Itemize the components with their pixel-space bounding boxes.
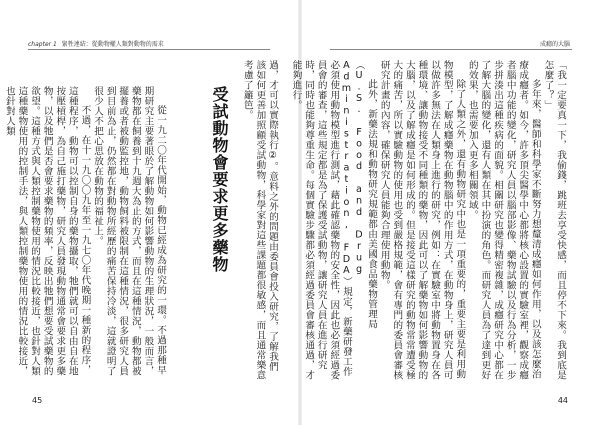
chapter-label: chapter 1: [28, 41, 57, 48]
continuation-paragraph: 過，才可以實際執行②。意料之外的問題由委員會投入研究，了解我們該如何更善加照顧受試動物，科學家對這些課題都很敏感，而且通常樂意考慮了籬笆。: [241, 60, 278, 380]
right-paragraph-4: 此外，新藥法規和動物研究規範都由美國食品藥物管理局（U.S. Food and Drug Administration, FDA）規定，新藥研發工作必須使用動物模型進行測試，藉此確認藥物的安全性，因此也必須經過委員會的審查，這些規定都是為了保護受試動物，讓研究人員在進行研究時，同時也能夠尊重生命。每個實驗步驟都必須經過委員會審核通過，才能夠進行。: [290, 60, 378, 380]
left-body-text: [3, 86, 166, 380]
left-paragraph-2: 不過，在十一九〇〇九年至一九七〇年代晚期一種新的程序，這種程序，動物可以控制自身的藥物攝取，牠們就可以自由自在地按壓槓桿，為自己施打藥物，研究人員發現動物通常會要求更多藥物，以及牠們是否會要求藥物的頻率，反映出牠們想要受試藥物的欲望。這種方式與人類控制藥物使用的情況比較接近，也針對人類這種藥物使用的控制手法，與人類控制藥物使用的情況比較接近，也針對人類: [3, 86, 91, 376]
right-paragraph-2: 多年來，醫師和科學家不斷努力想釐清成癮如何作用，以及該怎麼治療成癮者。如今，許多頂尖醫學中心都將核心設置的實驗室裡，觀察成癮者腦中功能的變化，研究人員以腦部影像、藥物試驗以及行為分析，一步步拼湊出這種疾病的面貌。相關研究也變得精密複雜，成癮研究中心都在了解大腦的變化，還有人類在其中扮演的角色。而研究人員為了達到更好的效果，也需要加入更多相關領域。: [466, 60, 541, 380]
left-continuation-text: [241, 60, 278, 380]
section-heading: 受試動物會要求更多藥物: [210, 86, 229, 273]
left-page-number: 45: [32, 396, 43, 405]
right-page-number: 44: [557, 396, 568, 405]
left-paragraph-1: 從一九二〇年代開始，動物已經成為研究的一環。不過那種早期研究主要著眼於了解動物如何影響動物的生理狀況，一般而言，藥物都在飼養到十九週大為止的方式，而且在這種情況，動物都被擺養或者被動監控地，動物飼料被限制在這種情況，很多研究人員到目前為止，仍然都在對動物所經歷的痛苦保持冷淡，這就證明了很少人不把心思放在動物的福祉上。: [92, 86, 166, 376]
right-paragraph-3: 除了人類之外，還有動物研究中也是一項重要的，重要主要是利用動物模型，了解成癮藥物在動物腦中的作用方式，在動物身上，研究人員可以做許多無法在人類身上進行的研究，例如：在實驗室中將動物置身在各種環境、讓動物接受不同種類的藥物，因此可以了解藥物如何影響動物的大腦，以及了解成癮是如何形成的。但是接受這樣研究的動物常常遭受極大的痛苦，所以實驗動物的使用也受到嚴格規範，會有專門的委員會審核研究計畫的內容，確保研究人員能夠合理使用動物。: [378, 60, 466, 380]
left-header-rule: [28, 49, 270, 50]
right-header-rule: [330, 49, 572, 50]
left-running-head: [28, 39, 164, 48]
chapter-title: 緊牲連結：從動物權人類對動物的需求: [61, 41, 164, 48]
right-body-text: [290, 60, 566, 380]
right-paragraph-1: 「我一定要真一下，我偷錢，跳班去享受快感，而且停不下來。我到底是怎麼了？」: [542, 60, 566, 380]
right-running-head: 成癮的大腦: [539, 41, 570, 48]
